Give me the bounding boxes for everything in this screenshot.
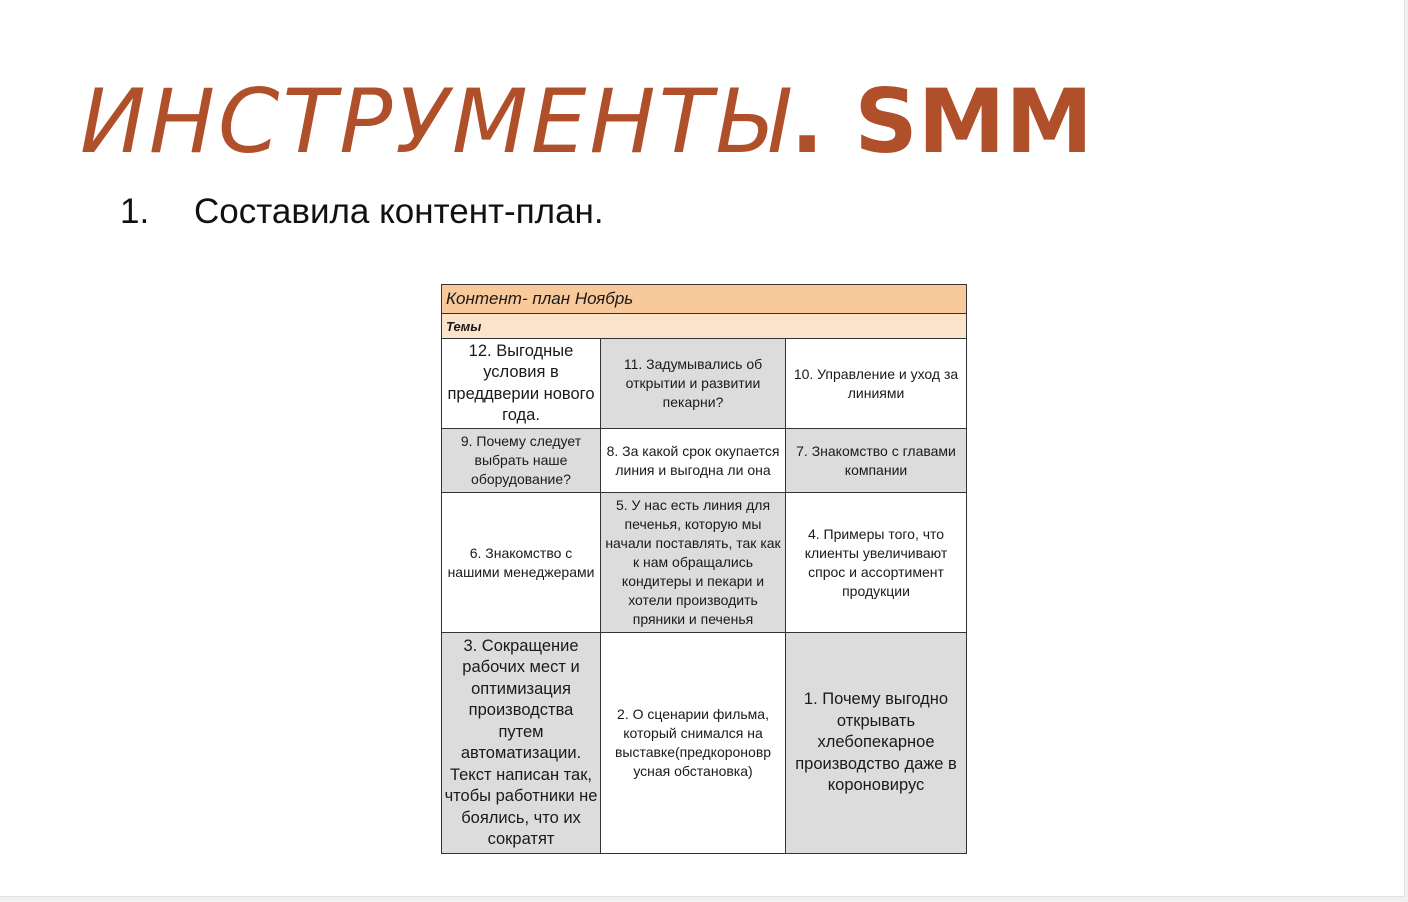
table-row <box>442 493 967 633</box>
table-cell: 10. Управление и уход за линиями <box>786 339 967 429</box>
table-cell: 2. О сценарии фильма, который снимался на выставке(предкороновр усная обстановка) <box>601 633 786 854</box>
table-cell: 3. Сокращение рабочих мест и оптимизация производства путем автоматизации. Текст написан так, чтобы работники не боялись, что их сократят <box>442 633 601 854</box>
list-item-text: Составила контент-план. <box>194 192 604 231</box>
table-row <box>442 339 967 429</box>
table-row <box>442 429 967 493</box>
list-item <box>120 192 604 232</box>
table-cell: 8. За какой срок окупается линия и выгодна ли она <box>601 429 786 493</box>
table-row <box>442 633 967 854</box>
table-title: Контент- план Ноябрь <box>442 285 967 314</box>
slide-title-smm: . SMM <box>790 70 1093 173</box>
table-cell: 9. Почему следует выбрать наше оборудование? <box>442 429 601 493</box>
table-subtitle: Темы <box>442 314 967 339</box>
table-cell: 7. Знакомство с главами компании <box>786 429 967 493</box>
table-cell: 4. Примеры того, что клиенты увеличивают спрос и ассортимент продукции <box>786 493 967 633</box>
table-cell: 6. Знакомство с нашими менеджерами <box>442 493 601 633</box>
table-cell: 1. Почему выгодно открывать хлебопекарное производство даже в короновирус <box>786 633 967 854</box>
slide-title <box>80 70 1093 173</box>
table-cell: 12. Выгодные условия в преддверии нового года. <box>442 339 601 429</box>
slide-title-main: ИНСТРУМЕНТЫ <box>80 70 791 173</box>
table-cell: 11. Задумывались об открытии и развитии пекарни? <box>601 339 786 429</box>
table-cell: 5. У нас есть линия для печенья, которую мы начали поставлять, так как к нам обращались кондитеры и пекари и хотели производить пряники и печенья <box>601 493 786 633</box>
list-item-number: 1. <box>120 192 150 231</box>
table-subheader-row <box>442 314 967 339</box>
content-plan-table <box>441 284 967 854</box>
table-header-row <box>442 285 967 314</box>
